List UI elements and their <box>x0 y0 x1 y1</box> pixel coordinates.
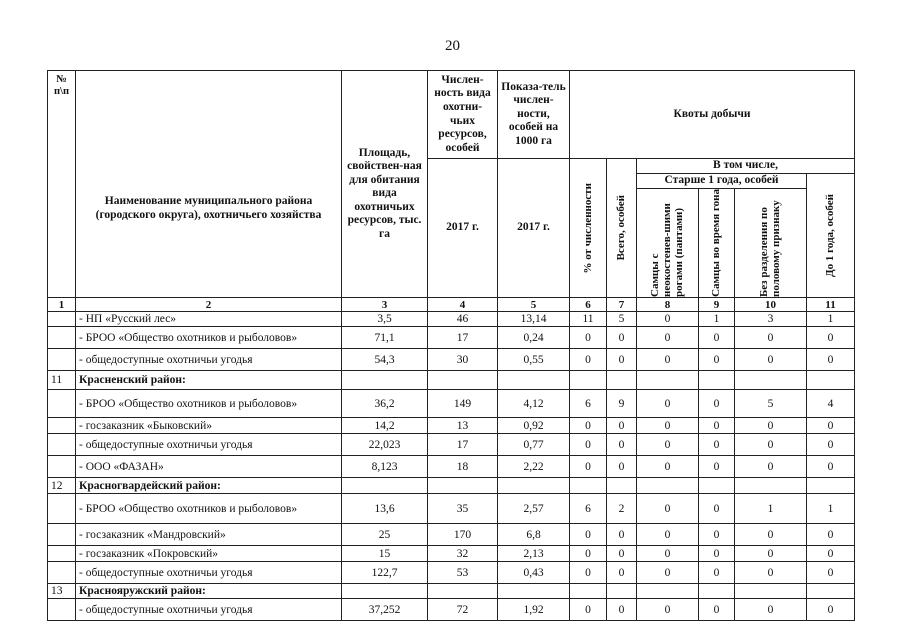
area-cell: 13,6 <box>342 494 428 524</box>
under-one-cell: 0 <box>807 434 855 456</box>
hunting-ground-name: - общедоступные охотничьи угодья <box>76 349 342 371</box>
h-population <box>428 71 498 159</box>
row-index <box>48 546 76 562</box>
total-cell: 0 <box>607 418 637 434</box>
h-males-antlers-label: Самцы с неокостенев-шими рогами (пантами) <box>649 203 686 297</box>
percent-cell: 0 <box>570 349 607 371</box>
area-cell: 36,2 <box>342 390 428 418</box>
indicator-cell: 13,14 <box>498 312 570 327</box>
h-total-label: Всего, особей <box>615 195 628 261</box>
males-rut-cell: 0 <box>699 418 735 434</box>
row-index <box>48 327 76 349</box>
indicator-cell <box>498 584 570 599</box>
h-including-label: В том числе, <box>713 159 778 172</box>
h-population-label: Числен-ность вида охотни-чьих ресурсов, особей <box>434 73 491 154</box>
males-rut-cell <box>699 584 735 599</box>
column-number-cell: 1 <box>48 298 76 312</box>
population-cell: 72 <box>428 599 498 621</box>
under-one-cell: 0 <box>807 456 855 478</box>
hunting-ground-name: - общедоступные охотничьи угодья <box>76 434 342 456</box>
under-one-cell <box>807 584 855 599</box>
table-row <box>48 599 855 621</box>
males-antlers-cell: 0 <box>637 312 699 327</box>
percent-cell: 0 <box>570 599 607 621</box>
section-row <box>48 478 855 494</box>
population-cell: 46 <box>428 312 498 327</box>
males-rut-cell: 0 <box>699 494 735 524</box>
males-rut-cell: 0 <box>699 349 735 371</box>
percent-cell: 0 <box>570 524 607 546</box>
no-sex-cell: 0 <box>735 434 807 456</box>
no-sex-cell: 1 <box>735 494 807 524</box>
indicator-cell: 0,43 <box>498 562 570 584</box>
column-number-cell: 3 <box>342 298 428 312</box>
males-antlers-cell: 0 <box>637 418 699 434</box>
row-index <box>48 562 76 584</box>
district-name: Краснояружский район: <box>76 584 342 599</box>
table-row <box>48 456 855 478</box>
under-one-cell: 4 <box>807 390 855 418</box>
under-one-cell: 0 <box>807 562 855 584</box>
no-sex-cell: 0 <box>735 418 807 434</box>
column-number-cell: 8 <box>637 298 699 312</box>
h-quotas-label: Квоты добычи <box>673 107 751 120</box>
no-sex-cell: 0 <box>735 546 807 562</box>
column-number-cell: 11 <box>807 298 855 312</box>
percent-cell: 0 <box>570 418 607 434</box>
h-indicator <box>498 71 570 159</box>
males-rut-cell: 0 <box>699 562 735 584</box>
males-antlers-cell: 0 <box>637 434 699 456</box>
row-index <box>48 434 76 456</box>
hunting-ground-name: - госзаказник «Мандровский» <box>76 524 342 546</box>
h-older <box>637 174 807 189</box>
indicator-cell <box>498 371 570 390</box>
population-cell: 13 <box>428 418 498 434</box>
no-sex-cell: 0 <box>735 524 807 546</box>
under-one-cell: 1 <box>807 312 855 327</box>
page-number: 20 <box>445 38 460 54</box>
no-sex-cell <box>735 371 807 390</box>
percent-cell: 0 <box>570 562 607 584</box>
hunting-ground-name: - ООО «ФАЗАН» <box>76 456 342 478</box>
h-males-rut-label: Самцы во время гона <box>710 189 723 297</box>
h-no-sex <box>735 189 807 298</box>
males-antlers-cell: 0 <box>637 456 699 478</box>
under-one-cell: 0 <box>807 418 855 434</box>
h-pct-label: % от численности <box>581 182 594 274</box>
h-total <box>607 159 637 298</box>
h-year-pop-label: 2017 г. <box>446 221 479 234</box>
area-cell: 122,7 <box>342 562 428 584</box>
row-index: 13 <box>48 584 76 599</box>
males-rut-cell: 1 <box>699 312 735 327</box>
row-index <box>48 390 76 418</box>
males-rut-cell <box>699 478 735 494</box>
under-one-cell: 0 <box>807 524 855 546</box>
percent-cell: 11 <box>570 312 607 327</box>
indicator-cell <box>498 478 570 494</box>
total-cell: 0 <box>607 327 637 349</box>
total-cell: 0 <box>607 349 637 371</box>
males-antlers-cell: 0 <box>637 546 699 562</box>
h-males-rut <box>699 189 735 298</box>
total-cell: 0 <box>607 524 637 546</box>
indicator-cell: 0,92 <box>498 418 570 434</box>
row-index <box>48 349 76 371</box>
males-antlers-cell: 0 <box>637 599 699 621</box>
h-pct <box>570 159 607 298</box>
column-number-cell: 2 <box>76 298 342 312</box>
hunting-ground-name: - госзаказник «Быковский» <box>76 418 342 434</box>
total-cell <box>607 584 637 599</box>
percent-cell: 0 <box>570 546 607 562</box>
no-sex-cell <box>735 478 807 494</box>
population-cell <box>428 371 498 390</box>
males-antlers-cell <box>637 371 699 390</box>
no-sex-cell: 0 <box>735 349 807 371</box>
table-row <box>48 562 855 584</box>
column-number-cell: 9 <box>699 298 735 312</box>
area-cell: 3,5 <box>342 312 428 327</box>
total-cell: 0 <box>607 599 637 621</box>
table-row <box>48 349 855 371</box>
males-rut-cell: 0 <box>699 546 735 562</box>
males-rut-cell: 0 <box>699 456 735 478</box>
column-number-cell: 10 <box>735 298 807 312</box>
population-cell: 149 <box>428 390 498 418</box>
males-rut-cell: 0 <box>699 390 735 418</box>
population-cell: 17 <box>428 434 498 456</box>
hunting-ground-name: - БРОО «Общество охотников и рыболовов» <box>76 327 342 349</box>
population-cell: 18 <box>428 456 498 478</box>
males-antlers-cell: 0 <box>637 327 699 349</box>
hunting-ground-name: - НП «Русский лес» <box>76 312 342 327</box>
area-cell: 54,3 <box>342 349 428 371</box>
percent-cell <box>570 371 607 390</box>
males-antlers-cell: 0 <box>637 562 699 584</box>
h-indicator-label: Показа-тель числен-ности, особей на 1000 га <box>501 80 566 147</box>
indicator-cell: 2,57 <box>498 494 570 524</box>
total-cell <box>607 478 637 494</box>
h-name <box>76 71 342 298</box>
percent-cell: 0 <box>570 434 607 456</box>
area-cell: 8,123 <box>342 456 428 478</box>
h-no <box>48 71 76 298</box>
males-rut-cell <box>699 371 735 390</box>
no-sex-cell <box>735 584 807 599</box>
h-year-ind-label: 2017 г. <box>517 221 550 234</box>
area-cell: 25 <box>342 524 428 546</box>
indicator-cell: 4,12 <box>498 390 570 418</box>
under-one-cell: 0 <box>807 327 855 349</box>
total-cell: 0 <box>607 562 637 584</box>
no-sex-cell: 0 <box>735 327 807 349</box>
under-one-cell: 1 <box>807 494 855 524</box>
total-cell <box>607 371 637 390</box>
no-sex-cell: 0 <box>735 456 807 478</box>
males-antlers-cell: 0 <box>637 524 699 546</box>
h-under-one-label: До 1 года, особей <box>824 194 837 277</box>
males-antlers-cell <box>637 478 699 494</box>
under-one-cell: 0 <box>807 349 855 371</box>
population-cell <box>428 478 498 494</box>
table-row <box>48 327 855 349</box>
table-row <box>48 546 855 562</box>
column-number-cell: 6 <box>570 298 607 312</box>
males-rut-cell: 0 <box>699 599 735 621</box>
no-sex-cell: 5 <box>735 390 807 418</box>
under-one-cell <box>807 478 855 494</box>
indicator-cell: 0,24 <box>498 327 570 349</box>
males-antlers-cell: 0 <box>637 494 699 524</box>
males-antlers-cell <box>637 584 699 599</box>
males-antlers-cell: 0 <box>637 349 699 371</box>
hunting-ground-name: - госзаказник «Покровский» <box>76 546 342 562</box>
population-cell: 17 <box>428 327 498 349</box>
total-cell: 0 <box>607 546 637 562</box>
total-cell: 2 <box>607 494 637 524</box>
row-index <box>48 456 76 478</box>
total-cell: 0 <box>607 456 637 478</box>
quota-table-body <box>47 70 855 621</box>
column-number-cell: 7 <box>607 298 637 312</box>
row-index <box>48 418 76 434</box>
under-one-cell <box>807 371 855 390</box>
section-row <box>48 371 855 390</box>
h-under-one <box>807 174 855 298</box>
h-quotas <box>570 71 855 159</box>
h-year-pop <box>428 159 498 298</box>
indicator-cell: 1,92 <box>498 599 570 621</box>
row-index <box>48 524 76 546</box>
row-index <box>48 494 76 524</box>
percent-cell <box>570 478 607 494</box>
h-no-sex-label: Без разделения по половому признаку <box>758 200 783 297</box>
total-cell: 9 <box>607 390 637 418</box>
column-number-cell: 4 <box>428 298 498 312</box>
table-row <box>48 418 855 434</box>
males-antlers-cell: 0 <box>637 390 699 418</box>
population-cell: 53 <box>428 562 498 584</box>
table-row <box>48 494 855 524</box>
total-cell: 5 <box>607 312 637 327</box>
population-cell <box>428 584 498 599</box>
indicator-cell: 0,55 <box>498 349 570 371</box>
column-number-cell: 5 <box>498 298 570 312</box>
h-area-label: Площадь, свойствен-ная для обитания вида охотничьих ресурсов, тыс. га <box>347 146 422 240</box>
no-sex-cell: 0 <box>735 562 807 584</box>
indicator-cell: 2,13 <box>498 546 570 562</box>
column-number-row <box>48 298 855 312</box>
table-row <box>48 434 855 456</box>
area-cell: 14,2 <box>342 418 428 434</box>
h-name-label: Наименование муниципального района (городского округа), охотничьего хозяйства <box>95 195 322 221</box>
row-index <box>48 599 76 621</box>
under-one-cell: 0 <box>807 599 855 621</box>
population-cell: 32 <box>428 546 498 562</box>
population-cell: 170 <box>428 524 498 546</box>
row-index: 11 <box>48 371 76 390</box>
males-rut-cell: 0 <box>699 524 735 546</box>
area-cell: 22,023 <box>342 434 428 456</box>
area-cell: 71,1 <box>342 327 428 349</box>
hunting-ground-name: - БРОО «Общество охотников и рыболовов» <box>76 390 342 418</box>
population-cell: 30 <box>428 349 498 371</box>
hunting-ground-name: - общедоступные охотничьи угодья <box>76 599 342 621</box>
indicator-cell: 0,77 <box>498 434 570 456</box>
row-index: 12 <box>48 478 76 494</box>
area-cell: 37,252 <box>342 599 428 621</box>
hunting-ground-name: - БРОО «Общество охотников и рыболовов» <box>76 494 342 524</box>
district-name: Красненский район: <box>76 371 342 390</box>
percent-cell: 6 <box>570 390 607 418</box>
district-name: Красногвардейский район: <box>76 478 342 494</box>
percent-cell: 0 <box>570 456 607 478</box>
h-older-label: Старше 1 года, особей <box>664 174 779 187</box>
area-cell <box>342 584 428 599</box>
area-cell <box>342 371 428 390</box>
area-cell: 15 <box>342 546 428 562</box>
section-row <box>48 584 855 599</box>
population-cell: 35 <box>428 494 498 524</box>
no-sex-cell: 3 <box>735 312 807 327</box>
table-row <box>48 312 855 327</box>
percent-cell: 0 <box>570 327 607 349</box>
h-area <box>342 71 428 298</box>
h-no-label: № п\п <box>53 74 70 98</box>
percent-cell: 6 <box>570 494 607 524</box>
h-year-ind <box>498 159 570 298</box>
indicator-cell: 2,22 <box>498 456 570 478</box>
h-males-antlers <box>637 189 699 298</box>
table-row <box>48 524 855 546</box>
percent-cell <box>570 584 607 599</box>
table-row <box>48 390 855 418</box>
h-including <box>637 159 855 174</box>
hunting-ground-name: - общедоступные охотничьи угодья <box>76 562 342 584</box>
no-sex-cell: 0 <box>735 599 807 621</box>
total-cell: 0 <box>607 434 637 456</box>
indicator-cell: 6,8 <box>498 524 570 546</box>
males-rut-cell: 0 <box>699 434 735 456</box>
row-index <box>48 312 76 327</box>
under-one-cell: 0 <box>807 546 855 562</box>
males-rut-cell: 0 <box>699 327 735 349</box>
area-cell <box>342 478 428 494</box>
